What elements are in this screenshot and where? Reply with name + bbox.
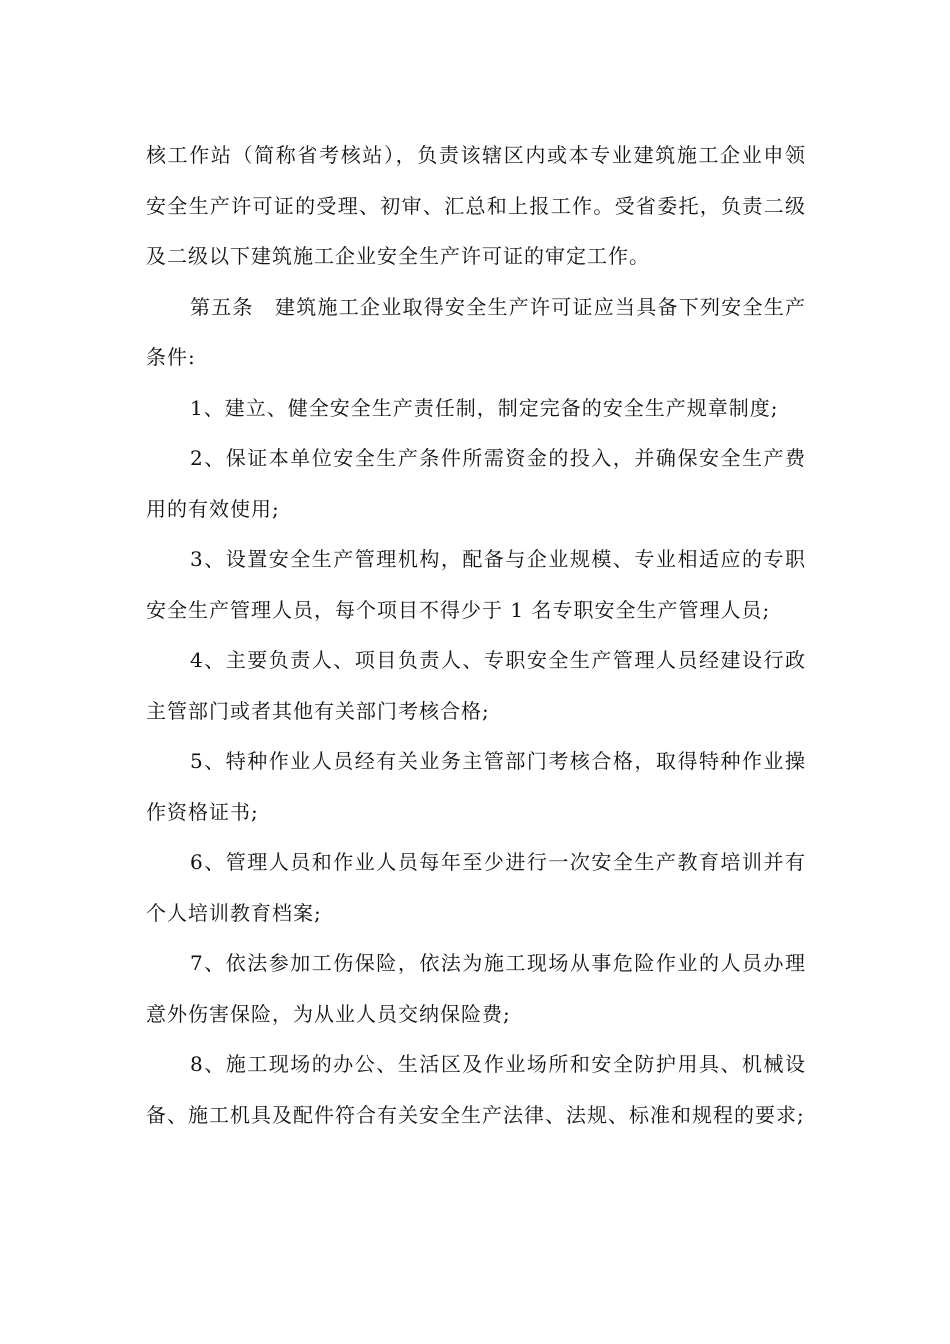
condition-item-7: 7、依法参加工伤保险，依法为施工现场从事危险作业的人员办理意外伤害保险，为从业人员交纳保险费; bbox=[146, 951, 806, 1026]
article-five-heading: 第五条 建筑施工企业取得安全生产许可证应当具备下列安全生产条件: bbox=[146, 294, 806, 369]
condition-item-6: 6、管理人员和作业人员每年至少进行一次安全生产教育培训并有个人培训教育档案; bbox=[146, 850, 806, 925]
condition-item-3: 3、设置安全生产管理机构，配备与企业规模、专业相适应的专职安全生产管理人员，每个项目不得少于 1 名专职安全生产管理人员; bbox=[146, 547, 806, 622]
condition-item-2: 2、保证本单位安全生产条件所需资金的投入，并确保安全生产费用的有效使用; bbox=[146, 446, 806, 521]
paragraph-continuation: 核工作站（简称省考核站），负责该辖区内或本专业建筑施工企业申领安全生产许可证的受理、初审、汇总和上报工作。受省委托，负责二级及二级以下建筑施工企业安全生产许可证的审定工作。 bbox=[146, 143, 806, 268]
document-body bbox=[146, 130, 806, 1140]
condition-item-4: 4、主要负责人、项目负责人、专职安全生产管理人员经建设行政主管部门或者其他有关部门考核合格; bbox=[146, 648, 806, 723]
condition-item-1: 1、建立、健全安全生产责任制，制定完备的安全生产规章制度; bbox=[190, 395, 779, 420]
condition-item-8: 8、施工现场的办公、生活区及作业场所和安全防护用具、机械设备、施工机具及配件符合有关安全生产法律、法规、标准和规程的要求; bbox=[146, 1052, 806, 1127]
condition-item-5: 5、特种作业人员经有关业务主管部门考核合格，取得特种作业操作资格证书; bbox=[146, 749, 806, 824]
